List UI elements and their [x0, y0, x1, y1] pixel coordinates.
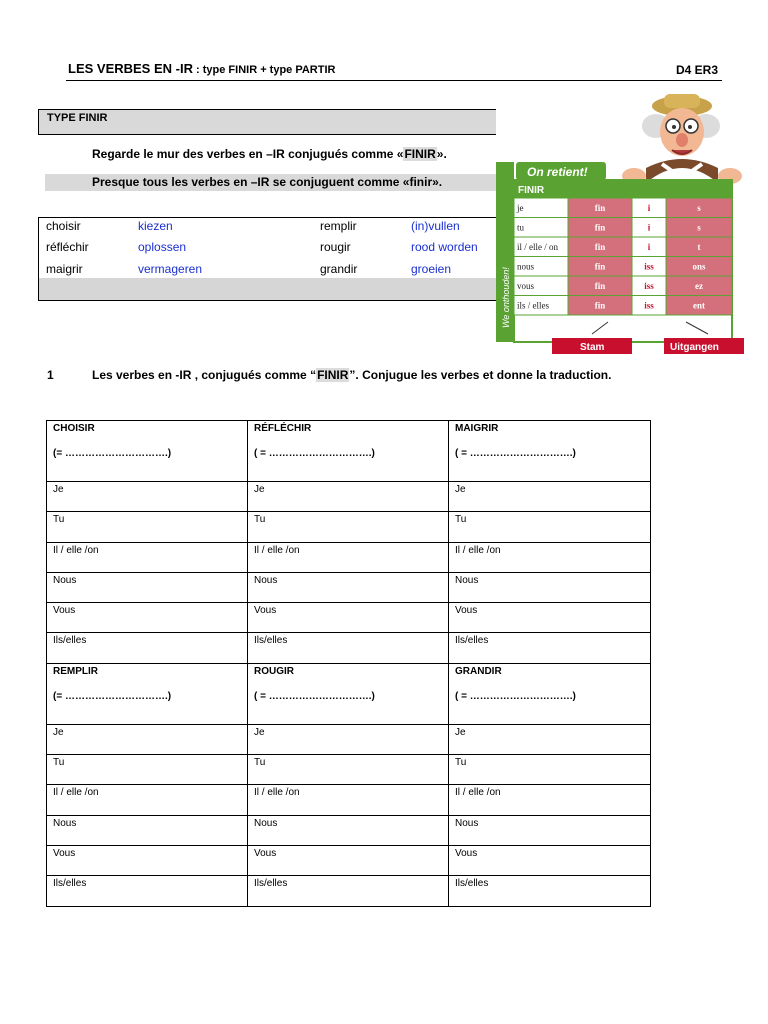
- translation-blank[interactable]: ( = ………………………….): [455, 448, 576, 459]
- conjugation-cell[interactable]: Nous: [248, 815, 449, 845]
- banner-label: On retient!: [527, 165, 588, 179]
- pronoun-cell: nous: [517, 261, 535, 272]
- verb-header-cell: [449, 663, 651, 724]
- conjugation-cell[interactable]: Nous: [47, 815, 248, 845]
- conjugation-cell[interactable]: Il / elle /on: [47, 785, 248, 815]
- finir-conjugation-illustration: [496, 88, 746, 358]
- exercise-text-end: ”. Conjugue les verbes et donne la traduction.: [349, 368, 612, 382]
- verb-name: RÉFLÉCHIR: [254, 423, 312, 434]
- verb-fr: réfléchir: [46, 240, 89, 254]
- verb-header-cell: [449, 421, 651, 482]
- pronoun-cell: ils / elles: [517, 300, 549, 311]
- intro-line-2: Presque tous les verbes en –IR se conjuguent comme «finir».: [92, 175, 443, 189]
- verb-name: CHOISIR: [53, 423, 95, 434]
- ending-cell: s: [697, 222, 701, 233]
- link-cell: iss: [644, 300, 654, 311]
- conjugation-cell[interactable]: Vous: [449, 603, 651, 633]
- verb-fr: grandir: [320, 262, 358, 276]
- verb-header-cell: [248, 421, 449, 482]
- translation-blank[interactable]: (= ………………………….): [53, 448, 172, 459]
- pronoun-cell: il / elle / on: [517, 242, 558, 252]
- table-row: [47, 755, 651, 785]
- verb-fr: maigrir: [46, 262, 83, 276]
- table-row: [47, 633, 651, 663]
- table-row: [47, 542, 651, 572]
- exercise-instruction: [92, 368, 611, 382]
- conjugation-cell[interactable]: Ils/elles: [248, 633, 449, 663]
- intro-line-1: [92, 147, 447, 161]
- link-cell: iss: [644, 261, 654, 272]
- link-cell: iss: [644, 281, 654, 291]
- label-stam: Stam: [580, 342, 605, 353]
- conjugation-cell[interactable]: Nous: [449, 572, 651, 602]
- page-title-main: LES VERBES EN -IR: [68, 61, 193, 76]
- table-row: [47, 876, 651, 906]
- conjugation-cell[interactable]: Ils/elles: [248, 876, 449, 906]
- ending-cell: ez: [695, 281, 703, 291]
- translation-blank[interactable]: (= ………………………….): [53, 690, 172, 702]
- conjugation-cell[interactable]: Je: [449, 482, 651, 512]
- verb-nl: (in)vullen: [411, 219, 460, 233]
- verb-name: REMPLIR: [53, 665, 98, 677]
- ending-cell: ent: [693, 300, 705, 311]
- conjugation-cell[interactable]: Tu: [248, 512, 449, 542]
- verb-header-cell: [47, 663, 248, 724]
- table-row: [47, 785, 651, 815]
- translation-blank[interactable]: ( = ………………………….): [254, 690, 375, 702]
- verb-header-row: [47, 421, 651, 482]
- verb-header-cell: [248, 663, 449, 724]
- conjugation-cell[interactable]: Je: [449, 724, 651, 754]
- conjugation-cell[interactable]: Tu: [449, 755, 651, 785]
- verb-name: ROUGIR: [254, 665, 294, 677]
- table-row: [47, 815, 651, 845]
- pronoun-cell: vous: [517, 281, 535, 291]
- conjugation-table: [46, 420, 651, 907]
- conjugation-rows: [514, 198, 732, 315]
- conjugation-cell[interactable]: Tu: [47, 755, 248, 785]
- side-label: We onthouden!: [501, 267, 511, 328]
- conjugation-cell[interactable]: Je: [248, 482, 449, 512]
- verb-nl: rood worden: [411, 240, 478, 254]
- verb-header-cell: [47, 421, 248, 482]
- card-verb: FINIR: [518, 185, 545, 196]
- pronoun-cell: je: [517, 203, 524, 213]
- conjugation-cell[interactable]: Vous: [248, 603, 449, 633]
- header-rule: [66, 80, 722, 81]
- verb-nl: vermageren: [138, 262, 203, 276]
- verb-header-row: [47, 663, 651, 724]
- conjugation-cell[interactable]: Il / elle /on: [449, 542, 651, 572]
- verb-name: MAIGRIR: [455, 423, 499, 434]
- document-code: D4 ER3: [676, 63, 719, 77]
- conjugation-cell[interactable]: Nous: [248, 572, 449, 602]
- conjugation-cell[interactable]: Il / elle /on: [248, 542, 449, 572]
- stem-cell: fin: [594, 242, 606, 252]
- table-row: [47, 724, 651, 754]
- conjugation-cell[interactable]: Je: [47, 724, 248, 754]
- stem-cell: fin: [594, 222, 606, 233]
- verb-name: GRANDIR: [455, 665, 502, 677]
- conjugation-cell[interactable]: Il / elle /on: [449, 785, 651, 815]
- page-title-sub: : type FINIR + type PARTIR: [192, 64, 336, 76]
- table-row: [47, 603, 651, 633]
- conjugation-cell[interactable]: Vous: [47, 845, 248, 875]
- verb-fr: choisir: [46, 219, 81, 233]
- intro-line-1-end: ».: [436, 147, 447, 161]
- translation-blank[interactable]: ( = ………………………….): [455, 690, 576, 702]
- conjugation-cell[interactable]: Tu: [449, 512, 651, 542]
- verb-fr: remplir: [320, 219, 357, 233]
- conjugation-cell[interactable]: Je: [248, 724, 449, 754]
- translation-blank[interactable]: ( = ………………………….): [254, 448, 375, 459]
- intro-line-1-text: Regarde le mur des verbes en –IR conjugués comme «: [92, 147, 404, 161]
- table-row: [47, 572, 651, 602]
- conjugation-cell[interactable]: Vous: [47, 603, 248, 633]
- conjugation-cell[interactable]: Vous: [248, 845, 449, 875]
- exercise-highlight: FINIR: [317, 368, 349, 382]
- link-cell: i: [647, 203, 651, 213]
- exercise-text: Les verbes en -IR , conjugués comme “: [92, 368, 317, 382]
- conjugation-cell[interactable]: Nous: [47, 572, 248, 602]
- link-cell: i: [647, 222, 651, 233]
- conjugation-cell[interactable]: Tu: [47, 512, 248, 542]
- stem-cell: fin: [594, 281, 606, 291]
- conjugation-cell[interactable]: Vous: [449, 845, 651, 875]
- table-row: [47, 512, 651, 542]
- type-finir-label: TYPE FINIR: [47, 112, 108, 124]
- stem-cell: fin: [594, 203, 606, 213]
- link-cell: i: [647, 242, 651, 252]
- stem-cell: fin: [594, 261, 606, 272]
- conjugation-cell[interactable]: Ils/elles: [449, 633, 651, 663]
- page-title: [68, 61, 335, 76]
- conjugation-cell[interactable]: Ils/elles: [47, 876, 248, 906]
- table-row: [47, 845, 651, 875]
- verb-fr: rougir: [320, 240, 351, 254]
- table-row: [47, 482, 651, 512]
- conjugation-cell[interactable]: Je: [47, 482, 248, 512]
- conjugation-cell[interactable]: Nous: [449, 815, 651, 845]
- conjugation-cell[interactable]: Il / elle /on: [248, 785, 449, 815]
- ending-cell: s: [697, 203, 701, 213]
- conjugation-cell[interactable]: Ils/elles: [47, 633, 248, 663]
- verb-nl: oplossen: [138, 240, 187, 254]
- intro-line-1-highlight: FINIR: [404, 147, 436, 161]
- verb-nl: kiezen: [138, 219, 173, 233]
- verb-nl: groeien: [411, 262, 452, 276]
- label-uitgangen: Uitgangen: [670, 342, 719, 353]
- conjugation-cell[interactable]: Tu: [248, 755, 449, 785]
- conjugation-cell[interactable]: Il / elle /on: [47, 542, 248, 572]
- conjugation-cell[interactable]: Ils/elles: [449, 876, 651, 906]
- ending-cell: ons: [692, 261, 706, 272]
- ending-cell: t: [697, 242, 701, 252]
- exercise-number: 1: [47, 368, 54, 382]
- stem-cell: fin: [594, 300, 606, 311]
- pronoun-cell: tu: [517, 222, 525, 233]
